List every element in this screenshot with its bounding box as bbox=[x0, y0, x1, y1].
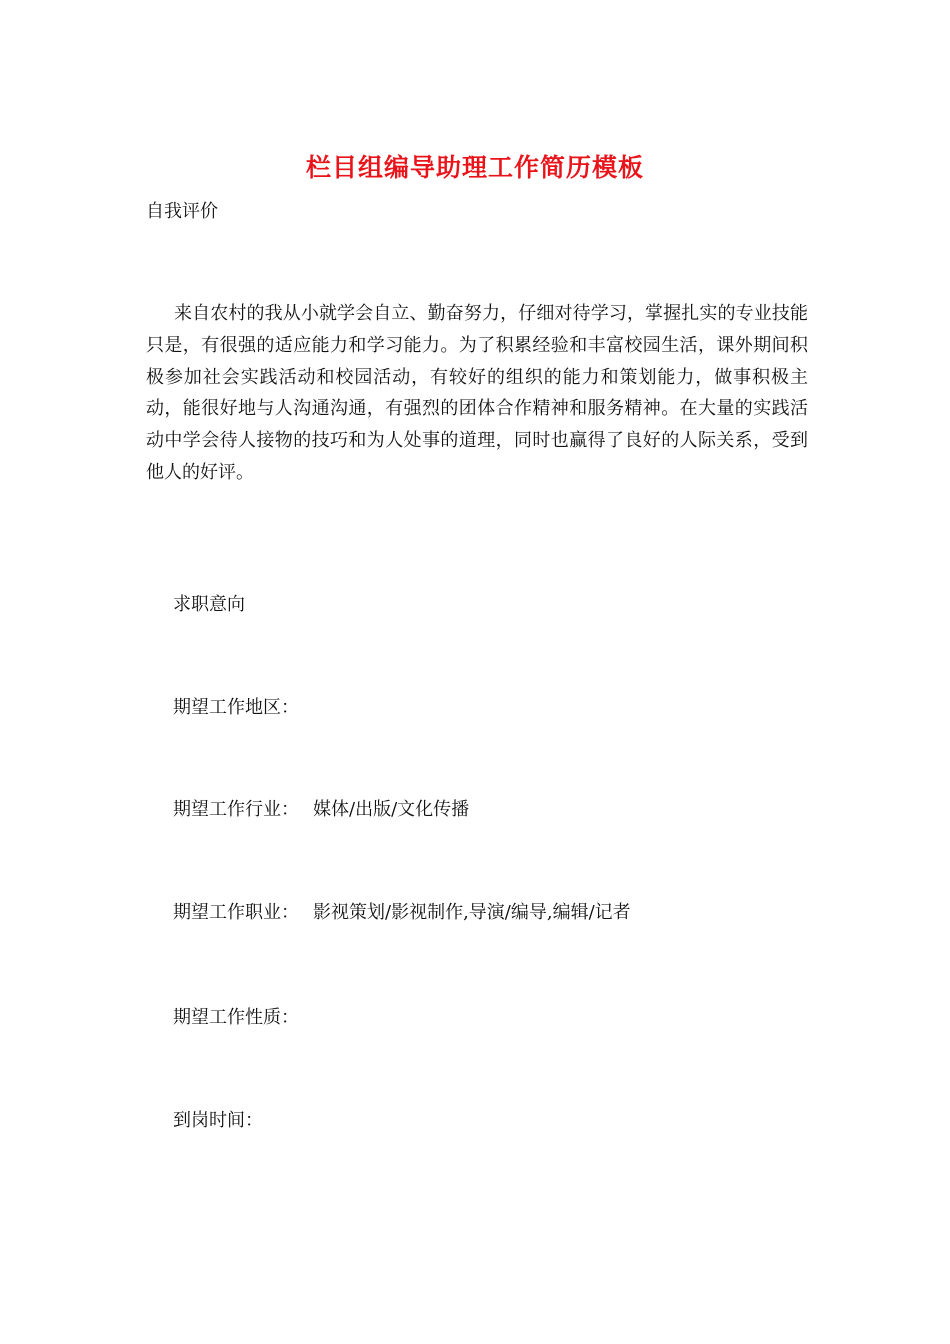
intent-item-nature bbox=[173, 1004, 313, 1032]
intent-heading: 求职意向 bbox=[173, 594, 245, 615]
intent-item-label: 期望工作地区： bbox=[173, 697, 299, 718]
intent-item-label: 到岗时间： bbox=[173, 1110, 263, 1131]
intent-item-label: 期望工作行业： bbox=[173, 799, 299, 820]
intent-item-region bbox=[173, 694, 313, 722]
intent-item-value: 媒体/出版/文化传播 bbox=[313, 799, 470, 820]
intent-item-label: 期望工作职业： bbox=[173, 902, 299, 923]
document-title: 栏目组编导助理工作简历模板 bbox=[305, 153, 644, 182]
intent-item-label: 期望工作性质： bbox=[173, 1007, 299, 1028]
self-eval-heading: 自我评价 bbox=[146, 201, 218, 222]
intent-item-start-time bbox=[173, 1107, 277, 1135]
intent-item-value: 影视策划/影视制作,导演/编导,编辑/记者 bbox=[313, 902, 631, 923]
intent-item-occupation bbox=[173, 899, 631, 927]
self-eval-paragraph: 来自农村的我从小就学会自立、勤奋努力，仔细对待学习，掌握扎实的专业技能只是，有很强的适应能力和学习能力。为了积累经验和丰富校园生活，课外期间积极参加社会实践活动和校园活动，有较好的组织的能力和策划能力，做事积极主动，能很好地与人沟通沟通，有强烈的团体合作精神和服务精神。在大量的实践活动中学会待人接物的技巧和为人处事的道理，同时也赢得了良好的人际关系，受到他人的好评。 bbox=[146, 303, 808, 483]
intent-item-industry bbox=[173, 796, 469, 824]
